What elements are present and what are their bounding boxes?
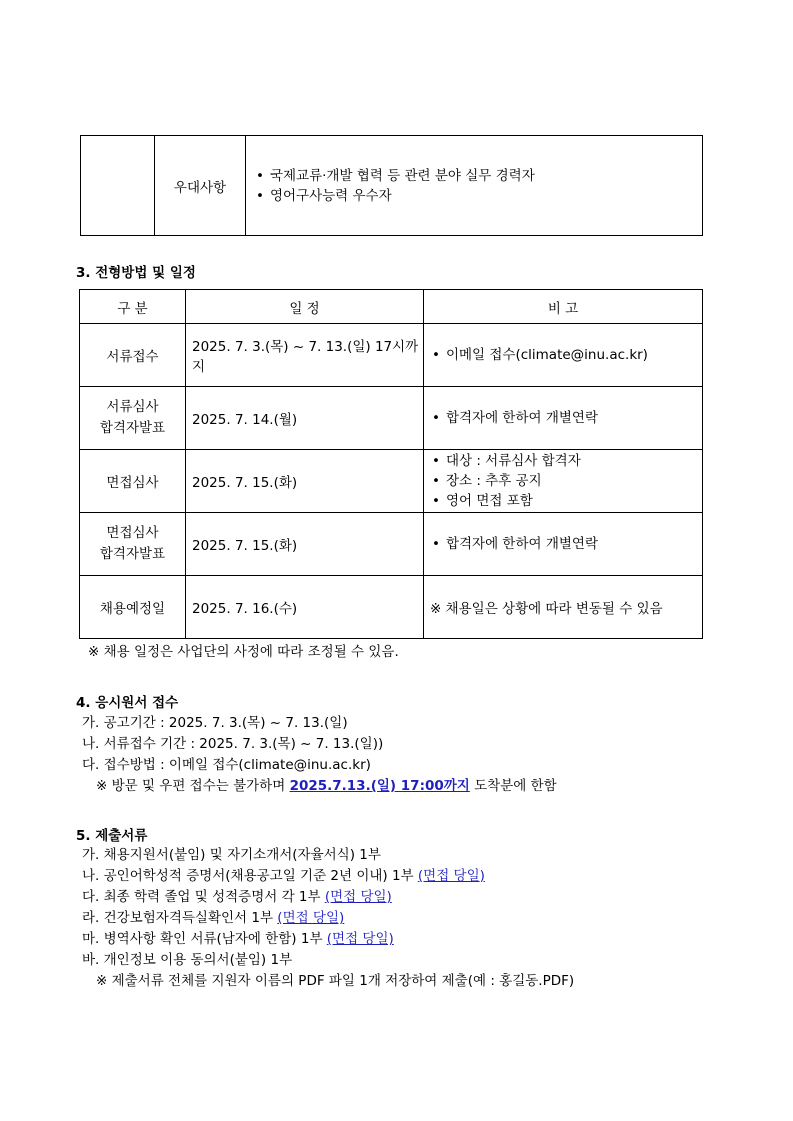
preference-table bbox=[80, 135, 703, 236]
row-label-line2: 합격자발표 bbox=[99, 420, 166, 436]
row-date: 2025. 7. 14.(월) bbox=[186, 387, 424, 450]
section5-body bbox=[76, 845, 574, 992]
schedule-table bbox=[79, 289, 703, 639]
table-row bbox=[80, 576, 703, 639]
remark-item: • 합격자에 한하여 개별연락 bbox=[424, 408, 702, 428]
schedule-footnote: ※ 채용 일정은 사업단의 사정에 따라 조정될 수 있음. bbox=[88, 644, 399, 660]
preference-item: • 영어구사능력 우수자 bbox=[248, 186, 702, 206]
section4-heading: 4. 응시원서 접수 bbox=[76, 695, 179, 711]
row-date: 2025. 7. 3.(목) ~ 7. 13.(일) 17시까지 bbox=[186, 324, 424, 387]
col-header-schedule: 일 정 bbox=[186, 290, 424, 324]
section5-line: 바. 개인정보 이용 동의서(붙임) 1부 bbox=[82, 952, 293, 968]
row-label: 채용예정일 bbox=[80, 576, 186, 639]
col-header-category: 구 분 bbox=[80, 290, 186, 324]
interview-day-link: (면접 당일) bbox=[417, 868, 485, 884]
remark-item: • 영어 면접 포함 bbox=[424, 491, 702, 511]
section5-line: 다. 최종 학력 졸업 및 성적증명서 각 1부 (면접 당일) bbox=[82, 889, 392, 905]
section4-body bbox=[76, 713, 557, 797]
row-label-line2: 합격자발표 bbox=[99, 546, 166, 562]
empty-cell bbox=[81, 136, 155, 236]
section3-heading: 3. 전형방법 및 일정 bbox=[76, 265, 196, 281]
row-label: 서류접수 bbox=[80, 324, 186, 387]
table-row bbox=[80, 450, 703, 513]
table-row bbox=[80, 387, 703, 450]
row-date: 2025. 7. 15.(화) bbox=[186, 450, 424, 513]
row-label-line1: 면접심사 bbox=[106, 525, 159, 541]
preference-item: • 국제교류·개발 협력 등 관련 분야 실무 경력자 bbox=[248, 166, 702, 186]
section4-note: ※ 방문 및 우편 접수는 불가하며 2025.7.13.(일) 17:00까지 도착분에 한함 bbox=[96, 778, 557, 794]
row-label-line1: 서류심사 bbox=[106, 399, 159, 415]
section5-line: 마. 병역사항 확인 서류(남자에 한함) 1부 (면접 당일) bbox=[82, 931, 394, 947]
row-remarks bbox=[424, 324, 703, 387]
preference-items bbox=[246, 136, 703, 236]
row-remarks bbox=[424, 387, 703, 450]
row-date: 2025. 7. 16.(수) bbox=[186, 576, 424, 639]
row-remarks: ※ 채용일은 상황에 따라 변동될 수 있음 bbox=[424, 576, 703, 639]
section5-heading: 5. 제출서류 bbox=[76, 828, 148, 844]
row-label bbox=[80, 387, 186, 450]
section4-line: 나. 서류접수 기간 : 2025. 7. 3.(목) ~ 7. 13.(일)) bbox=[82, 736, 384, 752]
interview-day-link: (면접 당일) bbox=[324, 889, 392, 905]
interview-day-link: (면접 당일) bbox=[277, 910, 345, 926]
section5-note: ※ 제출서류 전체를 지원자 이름의 PDF 파일 1개 저장하여 제출(예 : 홍길동.PDF) bbox=[96, 973, 575, 989]
remark-item: • 장소 : 추후 공지 bbox=[424, 471, 702, 491]
remark-item: • 대상 : 서류심사 합격자 bbox=[424, 451, 702, 471]
remark-item: • 합격자에 한하여 개별연락 bbox=[424, 534, 702, 554]
row-remarks bbox=[424, 513, 703, 576]
deadline-highlight: 2025.7.13.(일) 17:00까지 bbox=[289, 778, 470, 794]
table-row bbox=[80, 324, 703, 387]
section4-line: 가. 공고기간 : 2025. 7. 3.(목) ~ 7. 13.(일) bbox=[82, 715, 348, 731]
section5-line: 나. 공인어학성적 증명서(채용공고일 기준 2년 이내) 1부 (면접 당일) bbox=[82, 868, 485, 884]
table-row bbox=[80, 513, 703, 576]
remark-item: • 이메일 접수(climate@inu.ac.kr) bbox=[424, 345, 702, 365]
row-label bbox=[80, 513, 186, 576]
row-date: 2025. 7. 15.(화) bbox=[186, 513, 424, 576]
interview-day-link: (면접 당일) bbox=[326, 931, 394, 947]
row-label: 면접심사 bbox=[80, 450, 186, 513]
section4-line: 다. 접수방법 : 이메일 접수(climate@inu.ac.kr) bbox=[82, 757, 371, 773]
section5-line: 가. 채용지원서(붙임) 및 자기소개서(자율서식) 1부 bbox=[82, 847, 381, 863]
row-remarks bbox=[424, 450, 703, 513]
col-header-remarks: 비 고 bbox=[424, 290, 703, 324]
section5-line: 라. 건강보험자격득실확인서 1부 (면접 당일) bbox=[82, 910, 345, 926]
preference-label: 우대사항 bbox=[155, 136, 246, 236]
